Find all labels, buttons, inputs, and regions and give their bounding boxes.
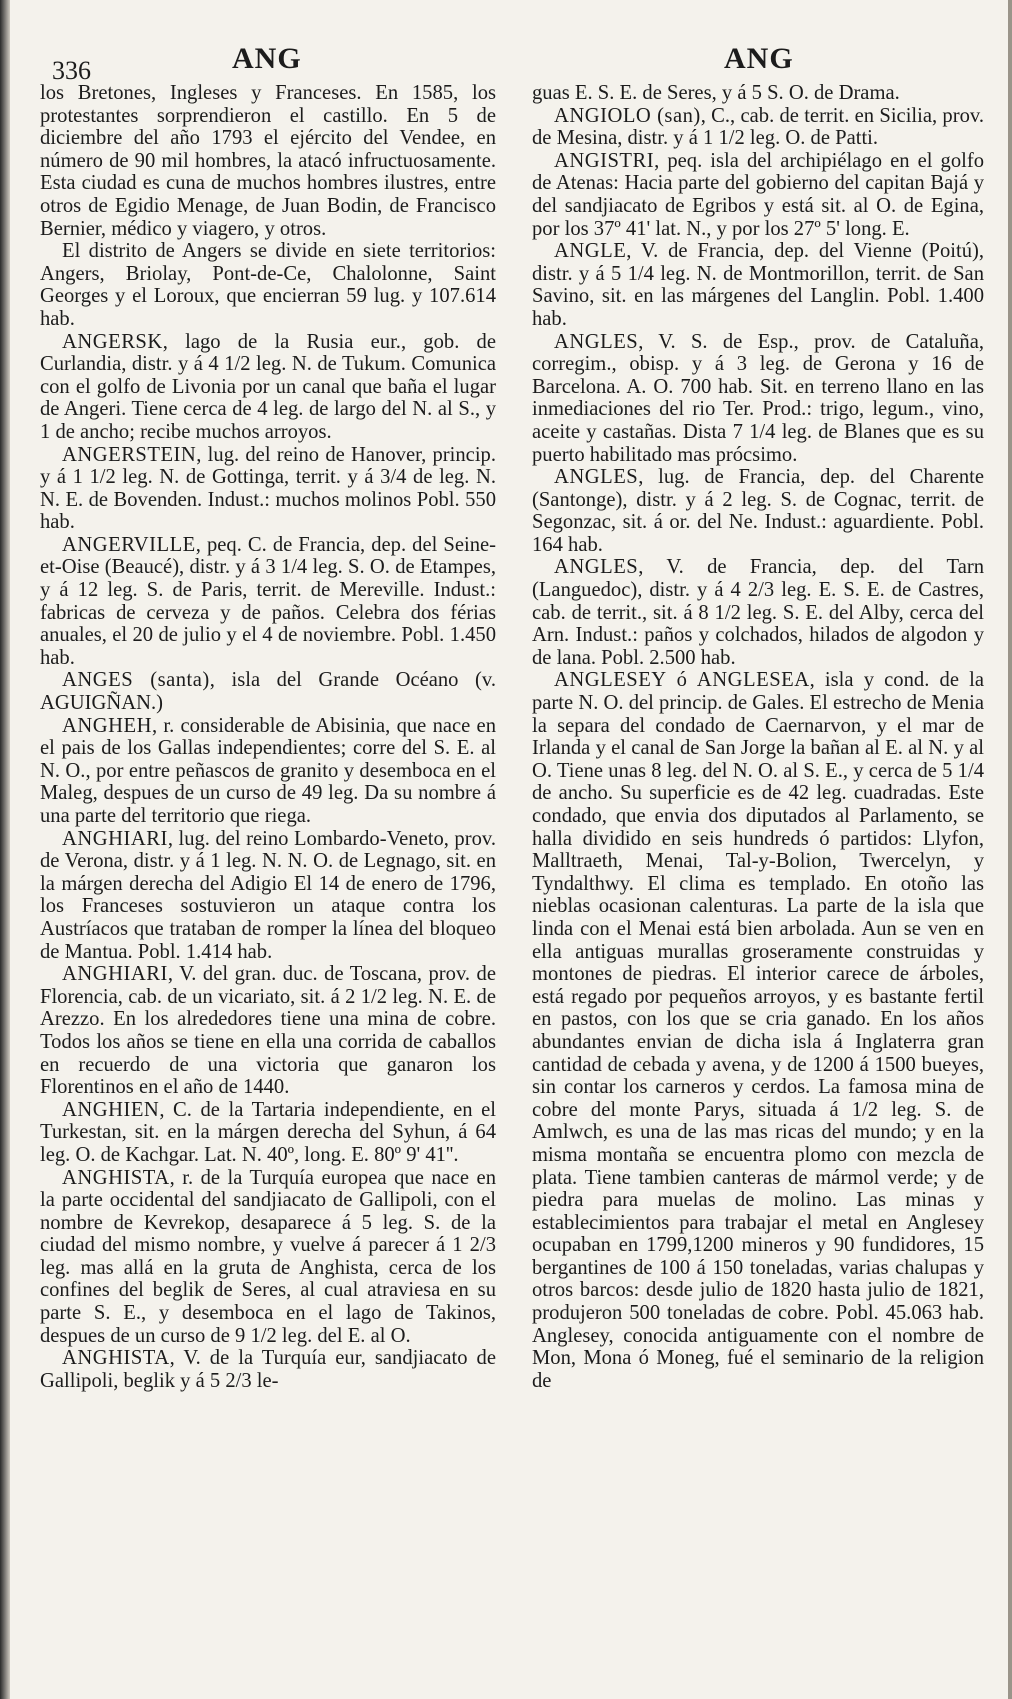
entry-headword: ANGHIARI: [62, 827, 168, 850]
entry-text: , V. del gran. duc. de Toscana, prov. de Florencia, cab. de un vicariato, sit. á 2 1/2 leg. N. E. de Arezzo. En los alrededores tiene una mina de cobre. Todos los años se tiene en ella una corrida de caballos en recuerdo de una victoria que ganaron los Florentinos en el año de 1440.: [40, 963, 496, 1099]
dictionary-entry: [532, 150, 984, 240]
entry-headword: ANGHEH: [62, 714, 152, 737]
dictionary-entry: [40, 963, 496, 1099]
entry-headword: ANGES (santa): [62, 669, 210, 692]
dictionary-entry: [40, 669, 496, 714]
running-headword-left: ANG: [232, 42, 302, 75]
dictionary-entry: [40, 1167, 496, 1348]
dictionary-entry: [40, 331, 496, 444]
dictionary-entry: [532, 105, 984, 150]
entry-text: , C. de la Tartaria independiente, en el Turkestan, sit. en la márgen derecha del Syhun, á 64 leg. O. de Kachgar. Lat. N. 40º, long. E. 80º 9' 41''.: [40, 1098, 496, 1166]
entry-text: guas E. S. E. de Seres, y á 5 S. O. de Drama.: [532, 82, 900, 104]
entry-text: , lug. de Francia, dep. del Charente (Santonge), distr. y á 2 leg. S. de Cognac, territ. de Segonzac, sit. á or. del Ne. Indust.: aguardiente. Pobl. 164 hab.: [532, 466, 984, 556]
dictionary-entry: [532, 82, 984, 105]
entry-text: los Bretones, Ingleses y Franceses. En 1585, los protestantes sorprendieron el castillo. En 5 de diciembre del año 1793 el ejército del Vendee, en número de 90 mil hombres, la atacó infructuosamente. Esta ciudad es cuna de muchos hombres ilustres, entre otros de Egidio Menage, de Juan Bodin, de Francisco Bernier, médico y viagero, y otros.: [40, 82, 496, 240]
entry-text: , lug. del reino de Hanover, princip. y á 1 1/2 leg. N. de Gottinga, territ. y á 3/4 de leg. N. N. E. de Bovenden. Indust.: muchos molinos Pobl. 550 hab.: [40, 443, 496, 534]
entry-headword: ANGHIEN: [62, 1098, 160, 1121]
dictionary-entry: [532, 240, 984, 330]
entry-headword: ANGERSK: [62, 330, 163, 353]
entry-headword: ANGISTRI: [554, 149, 655, 172]
entry-headword: ANGERVILLE: [62, 533, 196, 556]
entry-text: , lug. del reino Lombardo-Veneto, prov. de Verona, distr. y á 1 leg. N. N. O. de Legnago, sit. en la márgen derecha del Adigio El 14 de enero de 1796, los Franceses sostuvieron un ataque contra los Austríacos que trataban de romper la línea del bloqueo de Mantua. Pobl. 1.414 hab.: [40, 827, 496, 963]
entry-headword: ANGIOLO (san): [554, 104, 701, 127]
page-header: [0, 38, 1012, 85]
entry-text: , isla del Grande Océano (v. AGUIGÑAN.): [40, 669, 497, 715]
dictionary-entry: [532, 331, 984, 467]
entry-text: , lago de la Rusia eur., gob. de Curlandia, distr. y á 4 1/2 leg. N. de Tukum. Comunica con el golfo de Livonia por un canal que baña el lugar de Angeri. Tiene cerca de 4 leg. de largo del N. al S., y 1 de ancho; recibe muchos arroyos.: [40, 330, 496, 443]
entry-text: El distrito de Angers se divide en siete territorios: Angers, Briolay, Pont-de-Ce, Chalolonne, Saint Georges y el Loroux, que encierran 59 lug. y 107.614 hab.: [40, 240, 496, 330]
entry-text: , C., cab. de territ. en Sicilia, prov. de Mesina, distr. y á 1 1/2 leg. O. de Patti.: [532, 104, 984, 150]
entry-headword: ANGHISTA: [62, 1166, 170, 1189]
dictionary-entry: [40, 828, 496, 964]
dictionary-entry: [40, 534, 496, 670]
entry-text: , peq. C. de Francia, dep. del Seine-et-Oise (Beaucé), distr. y á 3 1/4 leg. S. O. de Etampes, y á 12 leg. S. de Paris, territ. de Mereville. Indust.: fabricas de cerveza y de paños. Celebra dos férias anuales, el 20 de julio y el 4 de noviembre. Pobl. 1.450 hab.: [40, 533, 496, 669]
entry-headword: ANGLES: [554, 556, 639, 579]
running-headword-right: ANG: [724, 42, 794, 75]
entry-text: , isla y cond. de la parte N. O. del princip. de Gales. El estrecho de Menia la separa del condado de Caernarvon, y el mar de Irlanda y el canal de San Jorge la bañan al E. al N. y al O. Tiene unas 8 leg. del N. O. al S. E., y cerca de 5 1/4 de ancho. Su superficie es de 42 leg. cuadradas. Este condado, que envia dos diputados al Parlamento, se halla dividido en seis hundreds ó partidos: Llyfon, Malltraeth, Menai, Tal-y-Bolion, Twercelyn, y Tyndalthwy. El clima es templado. En otoño las nieblas ocasionan calenturas. La parte de la isla que linda con el Menai está bien arbolada. Aun se ven en ella antiguas murallas groseramente construidas y montones de piedras. El interior carece de árboles, está regado por pequeños arroyos, y es bastante fertil en pastos, con los que se cria ganado. En los años abundantes envian de dicha isla á Inglaterra gran cantidad de cebada y avena, y de 1200 á 1500 bueyes, sin contar los carneros y cerdos. La famosa mina de cobre del monte Parys, situada á 1/2 leg. S. de Amlwch, es una de las mas ricas del mundo; y en la misma montaña se encuentra plomo con mezcla de plata. Tiene tambien canteras de mármol verde; y de piedra para muelas de molino. Las minas y establecimientos para trabajar el metal en Anglesey ocupaban en 1799,1200 mineros y 90 fundidores, 15 bergantines de 100 á 150 toneladas, varias chalupas y otros barcos: desde julio de 1820 hasta julio de 1821, produjeron 500 toneladas de cobre. Pobl. 45.063 hab. Anglesey, conocida antiguamente con el nombre de Mon, Mona ó Moneg, fué el seminario de la religion de: [532, 669, 984, 1392]
entry-headword: ANGERSTEIN: [62, 443, 197, 466]
dictionary-entry: [40, 240, 496, 330]
page-number: 336: [52, 56, 91, 85]
entry-text: , peq. isla del archipiélago en el golfo de Atenas: Hacia parte del gobierno del capitan Bajá y del sandjiacato de Egribos y está sit. al O. de Egina, por los 37º 41' lat. N., y por los 27º 5' long. E.: [532, 149, 984, 240]
entry-text: , V. S. de Esp., prov. de Cataluña, corregim., obisp. y á 3 leg. de Gerona y 16 de Barcelona. A. O. 700 hab. Sit. en terreno llano en las inmediaciones del rio Ter. Prod.: trigo, legum., vino, aceite y castañas. Dista 7 1/4 leg. de Blanes que es su puerto habilitado mas prócsimo.: [532, 330, 984, 466]
book-spine-shadow: [0, 0, 10, 1699]
dictionary-entry: [40, 82, 496, 240]
entry-headword: ANGLESEY ó ANGLESEA: [554, 669, 810, 692]
entry-headword: ANGLE: [554, 240, 627, 263]
page-edge: [1008, 0, 1012, 1699]
dictionary-entry: [532, 669, 984, 1392]
entry-headword: ANGHIARI: [62, 963, 168, 986]
dictionary-entry: [40, 444, 496, 534]
dictionary-entry: [40, 1099, 496, 1167]
left-column: [40, 82, 496, 1392]
entry-text: , V. de la Turquía eur, sandjiacato de Gallipoli, beglik y á 5 2/3 le-: [40, 1347, 496, 1392]
dictionary-entry: [532, 556, 984, 669]
dictionary-entry: [40, 1347, 496, 1392]
entry-headword: ANGLES: [554, 330, 639, 353]
dictionary-entry: [40, 715, 496, 828]
right-column: [532, 82, 984, 1392]
entry-headword: ANGHISTA: [62, 1347, 170, 1370]
entry-text: , r. de la Turquía europea que nace en la parte occidental del sandjiacato de Gallipoli, con el nombre de Kevrekop, desaparece á 5 leg. S. de la ciudad del mismo nombre, y vuelve á parecer á 1 2/3 leg. mas allá en la gruta de Anghista, cerca de los confines del beglik de Seres, al cual atraviesa en su parte S. E., y desemboca en el lago de Takinos, despues de un curso de 9 1/2 leg. del E. al O.: [40, 1166, 496, 1347]
entry-text: , V. de Francia, dep. del Tarn (Languedoc), distr. y á 4 2/3 leg. E. S. E. de Castres, cab. de territ., sit. á 8 1/2 leg. S. E. del Alby, cerca del Arn. Indust.: paños y colchados, hilados de algodon y de lana. Pobl. 2.500 hab.: [532, 556, 984, 669]
dictionary-entry: [532, 466, 984, 556]
entry-text: , V. de Francia, dep. del Vienne (Poitú), distr. y á 5 1/4 leg. N. de Montmorillon, territ. de San Savino, sit. en las márgenes del Langlin. Pobl. 1.400 hab.: [532, 240, 984, 330]
entry-headword: ANGLES: [554, 466, 639, 489]
entry-text: , r. considerable de Abisinia, que nace en el pais de los Gallas independientes; corre del S. E. al N. O., por entre peñascos de granito y desemboca en el Maleg, despues de un curso de 49 leg. Da su nombre á una parte del territorio que riega.: [40, 714, 496, 827]
